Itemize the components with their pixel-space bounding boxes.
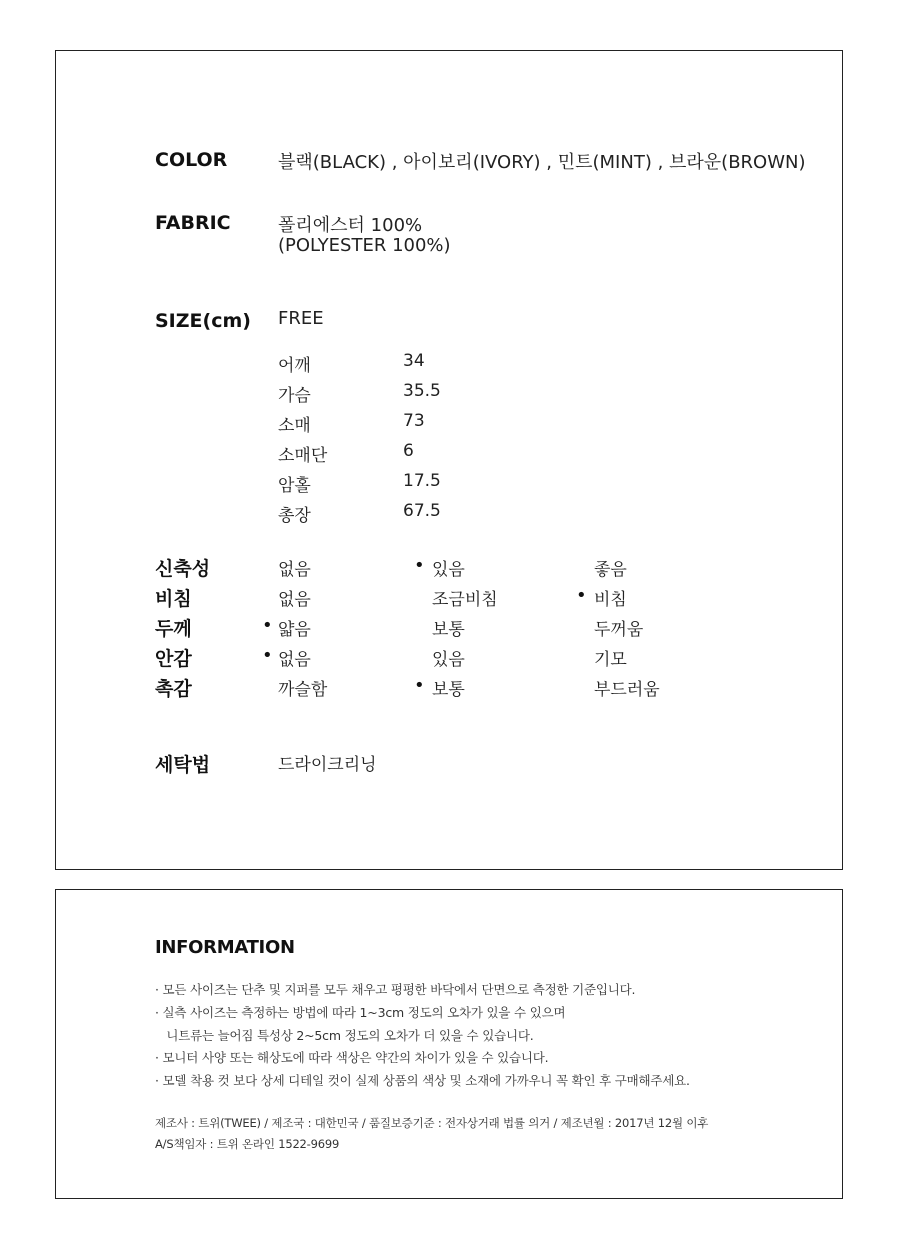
information-note: · 모니터 사양 또는 해상도에 따라 색상은 약간의 차이가 있을 수 있습니다.	[155, 1050, 549, 1065]
property-option: 기모	[594, 650, 627, 670]
size-row-name: 가슴	[278, 386, 311, 406]
selected-bullet: •	[262, 615, 273, 636]
property-option: 조금비침	[432, 590, 498, 610]
information-title: INFORMATION	[155, 937, 295, 958]
fabric-value-korean: 폴리에스터 100%	[278, 215, 423, 236]
selected-bullet: •	[576, 585, 587, 606]
information-note: · 모델 착용 컷 보다 상세 디테일 컷이 실제 상품의 색상 및 소재에 가까우니 꼭 확인 후 구매해주세요.	[155, 1073, 690, 1088]
property-label-stretch: 신축성	[155, 558, 211, 580]
property-label-lining: 안감	[155, 648, 192, 670]
selected-bullet: •	[414, 555, 425, 576]
washing-value: 드라이크리닝	[278, 755, 377, 775]
information-note: · 모든 사이즈는 단추 및 지퍼를 모두 채우고 평평한 바닥에서 단면으로 측정한 기준입니다.	[155, 982, 636, 997]
property-option-selected: 없음	[278, 650, 311, 670]
property-option: 까슬함	[278, 680, 328, 700]
size-row-name: 총장	[278, 506, 311, 526]
washing-label: 세탁법	[155, 754, 211, 776]
size-row-value: 6	[403, 441, 414, 461]
size-row-name: 암홀	[278, 476, 311, 496]
size-header: FREE	[278, 308, 324, 329]
property-option: 있음	[432, 650, 465, 670]
fabric-value-english: (POLYESTER 100%)	[278, 235, 451, 256]
size-label: SIZE(cm)	[155, 310, 251, 332]
information-note: 니트류는 늘어짐 특성상 2~5cm 정도의 오차가 더 있을 수 있습니다.	[155, 1028, 534, 1043]
property-option: 부드러움	[594, 680, 660, 700]
information-note: · 실측 사이즈는 측정하는 방법에 따라 1~3cm 정도의 오차가 있을 수 있으며	[155, 1005, 566, 1020]
property-option-selected: 있음	[432, 560, 465, 580]
size-row-value: 73	[403, 411, 425, 431]
property-option-selected: 비침	[594, 590, 627, 610]
information-panel	[55, 889, 843, 1199]
size-row-value: 67.5	[403, 501, 441, 521]
size-row-name: 소매	[278, 416, 311, 436]
selected-bullet: •	[262, 645, 273, 666]
color-value: 블랙(BLACK) , 아이보리(IVORY) , 민트(MINT) , 브라운(BROWN)	[278, 152, 806, 173]
size-row-value: 17.5	[403, 471, 441, 491]
property-label-thickness: 두께	[155, 618, 192, 640]
size-row-value: 34	[403, 351, 425, 371]
selected-bullet: •	[414, 675, 425, 696]
property-label-texture: 촉감	[155, 678, 192, 700]
size-row-name: 소매단	[278, 446, 328, 466]
property-option: 좋음	[594, 560, 627, 580]
size-row-name: 어깨	[278, 356, 311, 376]
manufacturer-info: 제조사 : 트위(TWEE) / 제조국 : 대한민국 / 품질보증기준 : 전자상거래 법률 의거 / 제조년월 : 2017년 12월 이후	[155, 1116, 709, 1130]
fabric-label: FABRIC	[155, 212, 231, 234]
property-option-selected: 보통	[432, 680, 465, 700]
property-option: 없음	[278, 560, 311, 580]
color-label: COLOR	[155, 149, 228, 171]
property-option: 두꺼움	[594, 620, 644, 640]
property-label-sheerness: 비침	[155, 588, 192, 610]
property-option: 없음	[278, 590, 311, 610]
as-contact-info: A/S책임자 : 트위 온라인 1522-9699	[155, 1137, 340, 1151]
size-row-value: 35.5	[403, 381, 441, 401]
property-option-selected: 얇음	[278, 620, 311, 640]
property-option: 보통	[432, 620, 465, 640]
